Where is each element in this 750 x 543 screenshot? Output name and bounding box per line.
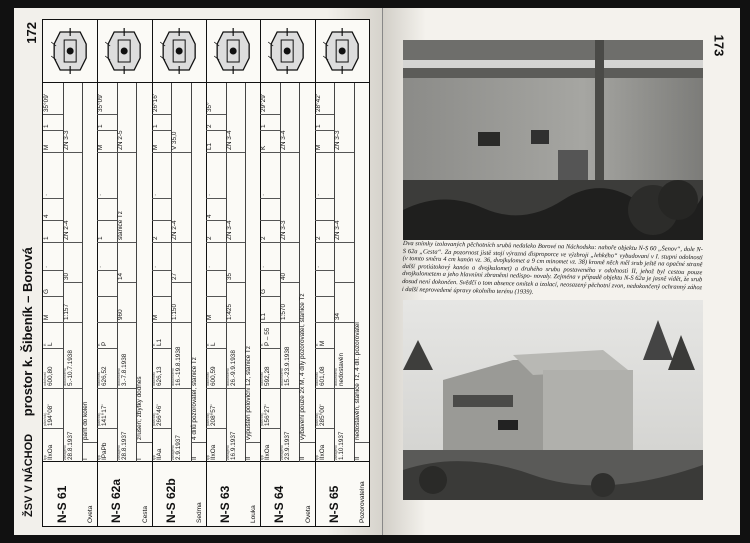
data-row-2 bbox=[226, 82, 247, 462]
resistance-class: I bbox=[136, 458, 144, 460]
extra-value: M bbox=[43, 144, 50, 150]
small-value: 1 bbox=[314, 124, 322, 128]
count-2: 4 bbox=[43, 214, 50, 218]
bunker-code: N-S 63 bbox=[218, 485, 232, 523]
bunker-block bbox=[315, 20, 369, 526]
label: zahájeno bbox=[62, 445, 67, 460]
label: typ bbox=[151, 455, 156, 460]
zn-value: ZN 2-4 bbox=[62, 220, 70, 240]
label: zahájeno bbox=[171, 445, 176, 460]
data-row-3 bbox=[299, 82, 314, 462]
class-value: L1 bbox=[155, 338, 163, 346]
bunker-data bbox=[97, 82, 151, 462]
bunker-block bbox=[43, 20, 98, 526]
type-value: IPaPb bbox=[101, 442, 109, 460]
zn-value-2: ZN 3-4 bbox=[225, 130, 233, 150]
label: dokončeno bbox=[225, 368, 230, 386]
marker: · bbox=[206, 265, 213, 268]
bunker-name-cell bbox=[315, 461, 369, 526]
azimuth-value: 141°17' bbox=[101, 404, 109, 426]
bunker-plan-icon bbox=[49, 26, 91, 76]
zn-value: ZN 3-3 bbox=[279, 220, 287, 240]
bunker-data bbox=[43, 82, 97, 462]
data-row-3 bbox=[354, 82, 369, 462]
zn-value-2: V 35,0 bbox=[171, 131, 179, 150]
crew-value: 27 bbox=[171, 272, 179, 280]
crew-value: 35 bbox=[225, 272, 233, 280]
note: vybavení pouze 2x M, 4 díly pozorovatel, stanice Tz bbox=[299, 293, 307, 440]
marker: · bbox=[260, 265, 268, 268]
start-date: 1.10.1937 bbox=[338, 431, 346, 460]
resistance-class: II bbox=[353, 456, 361, 460]
note: vypuštěn poloviční L2, stanice Tz bbox=[245, 345, 253, 440]
marker-2: · bbox=[260, 193, 268, 196]
angle-value: 35°09' bbox=[43, 94, 50, 112]
bunker-name-cell bbox=[152, 461, 206, 526]
label: plán/obj. bbox=[97, 412, 102, 426]
marker-2: · bbox=[151, 193, 159, 196]
start-date: 2.9.1937 bbox=[175, 435, 183, 460]
bunker-plan-cell bbox=[315, 20, 369, 83]
label: tř. bbox=[97, 342, 102, 346]
bunker-name-cell bbox=[97, 461, 151, 526]
resistance-class: I bbox=[82, 458, 90, 460]
class-value: M bbox=[318, 340, 326, 346]
label: zahájeno bbox=[225, 445, 230, 460]
start-date: 23.9.1937 bbox=[283, 431, 291, 460]
count-1: 2 bbox=[206, 236, 213, 240]
end-date: 26.-9.9.1938 bbox=[229, 350, 237, 386]
altitude-value: 592,28 bbox=[264, 366, 272, 386]
small-value: 1 bbox=[260, 124, 268, 128]
label: tř. bbox=[260, 342, 265, 346]
altitude-value: 601,08 bbox=[318, 366, 326, 386]
region-title: ŽSV V NÁCHOD bbox=[23, 433, 35, 517]
label: plán/obj. bbox=[314, 412, 319, 426]
zn-value: ZN 2-4 bbox=[171, 220, 179, 240]
angle-value: 35°09' bbox=[97, 94, 105, 112]
angle-value: 35° bbox=[206, 102, 213, 112]
type-value: IIxOa bbox=[210, 444, 217, 460]
marker: · bbox=[43, 265, 50, 268]
bunker-data bbox=[315, 82, 369, 462]
open-book bbox=[14, 8, 740, 535]
photo-bunker-top bbox=[403, 40, 703, 240]
label: dokončeno bbox=[116, 368, 121, 386]
angle-value: 28°42' bbox=[314, 94, 322, 112]
weapon-value: L1 bbox=[260, 312, 268, 320]
marker-2: · bbox=[314, 193, 322, 196]
bunker-plan-cell bbox=[97, 20, 151, 83]
resistance-class: II bbox=[190, 456, 198, 460]
data-row-3 bbox=[245, 82, 260, 462]
small-value: 1 bbox=[97, 124, 105, 128]
data-row-1 bbox=[206, 82, 227, 462]
marker-2: · bbox=[206, 193, 213, 196]
zn-value-2: ZN 2-5 bbox=[116, 130, 124, 150]
count-1: 2 bbox=[314, 236, 322, 240]
angle-value: 26°16' bbox=[151, 94, 159, 112]
start-date: 28.8.1937 bbox=[66, 431, 74, 460]
label: typ bbox=[314, 455, 319, 460]
data-row-1 bbox=[260, 82, 281, 462]
label: dokončeno bbox=[279, 368, 284, 386]
bunker-name-cell bbox=[206, 461, 260, 526]
bunker-code: N-S 62a bbox=[109, 478, 124, 523]
azimuth-value: 208°57' bbox=[210, 404, 217, 426]
end-date: 3.-7.8.1938 bbox=[120, 353, 128, 386]
zn-value: ZN 3-4 bbox=[334, 220, 342, 240]
data-row-3 bbox=[82, 82, 97, 462]
bunker-building-name: Oveta bbox=[304, 505, 312, 523]
bunker-data bbox=[260, 82, 314, 462]
zn-value: stanice Tz bbox=[116, 210, 124, 240]
data-row-1 bbox=[97, 82, 118, 462]
weapon-value: M bbox=[206, 314, 213, 320]
crew-value: 30 bbox=[62, 272, 70, 280]
data-row-1 bbox=[43, 82, 64, 462]
marker-2: · bbox=[97, 193, 105, 196]
bunker-code: N-S 61 bbox=[55, 485, 69, 523]
resistance-class: II bbox=[299, 456, 307, 460]
label: odolnost bbox=[206, 372, 210, 386]
marker: · bbox=[151, 265, 159, 268]
zn-value-2: ZN 3-3 bbox=[334, 130, 342, 150]
extra-value: M bbox=[314, 144, 322, 150]
extra-value: L1 bbox=[206, 142, 213, 150]
label: typ bbox=[206, 455, 210, 460]
label: plán/obj. bbox=[260, 412, 265, 426]
volume-value: 960 bbox=[116, 309, 124, 320]
label: zahájeno bbox=[334, 445, 339, 460]
bunker-code: N-S 62b bbox=[163, 478, 178, 523]
bunker-building-name: Sedma bbox=[195, 502, 203, 523]
volume-value: 1:570 bbox=[279, 304, 287, 320]
page-header bbox=[20, 247, 35, 517]
page-number: 172 bbox=[24, 22, 39, 44]
label: typ bbox=[97, 455, 102, 460]
marker: · bbox=[314, 265, 322, 268]
bunker-building-name: Pozorovatelna bbox=[358, 481, 366, 523]
place-title: prostor k. Šibeník – Borová bbox=[20, 247, 35, 417]
right-page bbox=[383, 8, 740, 535]
label: odolnost bbox=[260, 372, 265, 386]
bunker-data bbox=[152, 82, 206, 462]
azimuth-value: 285°00' bbox=[318, 404, 326, 426]
label: dokončeno bbox=[334, 368, 339, 386]
type-value: IIxOa bbox=[264, 444, 272, 460]
bunker-plan-cell bbox=[260, 20, 314, 83]
label: tř. bbox=[43, 342, 47, 346]
left-page bbox=[14, 8, 383, 535]
volume-value: 1:157 bbox=[62, 304, 70, 320]
data-row-2 bbox=[334, 82, 355, 462]
note: 4 dílů pozorovatel, stanice Tz bbox=[190, 356, 198, 440]
count-1: 2 bbox=[260, 236, 268, 240]
note: parit do kolen bbox=[82, 401, 90, 440]
label: tř. bbox=[206, 342, 210, 346]
weapon-value: M bbox=[43, 314, 50, 320]
label: typ bbox=[43, 455, 47, 460]
label: dokončeno bbox=[171, 368, 176, 386]
end-date: 15.-23.9.1938 bbox=[283, 346, 291, 386]
bunker-building-name: Oveta bbox=[87, 505, 95, 523]
class-value: P bbox=[101, 341, 109, 346]
bunker-name-cell bbox=[43, 461, 97, 526]
page-number-right: 173 bbox=[711, 34, 727, 57]
label: tř. bbox=[314, 342, 319, 346]
small-value: 1 bbox=[151, 124, 159, 128]
data-row-2 bbox=[117, 82, 138, 462]
bunker-block bbox=[152, 20, 207, 526]
photo-caption: Dva snímky izolovaných pěchotních srubů nedaleko Borové na Náchodsku: nahoře objektu N-S 60 „Šenov“, dole N-S 62a „Cesta“. Za pozornost jistě stojí výrazná disproporce ve výzbroji „lehkého“ vybudovaní v I. stupni odolnosti (v tomto směru 4 cm kanón vz. 36, dvojkulomet a 9 cm minomet vz. 38) kromě něch měl srub ještě na opačné straně další protiútokový kanón a dvojkulomet) a druhého srubu postaveného v odolnosti II, jehož byl cestou pouze dvojkulometem a jeho hlavními zbraněmi nedispo- novaly. Zejména v případě objektu N-S 62a je jasně vidět, že srub dosud není dokončen. Svědčí o tom absence omítek a izolací, neosazený pěchotní zvon, nedokončený ochranný zához i další neprovedené úpravy okolního terénu (1939). bbox=[401, 240, 703, 296]
type-value: IIxOa bbox=[318, 444, 326, 460]
altitude-value: 626,52 bbox=[101, 366, 109, 386]
count-2: 4 bbox=[206, 214, 213, 218]
bunker-table bbox=[42, 19, 370, 527]
bunker-block bbox=[206, 20, 261, 526]
bunker-building-name: Cesta bbox=[141, 506, 149, 523]
bunker-plan-icon bbox=[266, 26, 308, 76]
marker-2: · bbox=[43, 193, 50, 196]
bunker-plan-icon bbox=[103, 26, 145, 76]
altitude-value: 600,59 bbox=[210, 366, 217, 386]
label: plán/obj. bbox=[43, 412, 47, 426]
crew-value: 14 bbox=[116, 272, 124, 280]
count-1: 1 bbox=[43, 236, 50, 240]
label: zahájeno bbox=[116, 445, 121, 460]
class-value: P – 55 bbox=[264, 327, 272, 346]
data-row-3 bbox=[191, 82, 206, 462]
end-date: 5.-10.7.1938 bbox=[66, 350, 74, 386]
label: typ bbox=[260, 455, 265, 460]
azimuth-value: 156°27' bbox=[264, 404, 272, 426]
data-row-3 bbox=[136, 82, 151, 462]
angle-value: 29°29' bbox=[260, 94, 268, 112]
label: plán/obj. bbox=[151, 412, 156, 426]
end-date: 16.-19.8.1938 bbox=[175, 346, 183, 386]
bunker-plan-cell bbox=[43, 20, 97, 83]
bunker-block bbox=[97, 20, 152, 526]
altitude-value: 600,80 bbox=[47, 366, 54, 386]
label: plán/obj. bbox=[206, 412, 210, 426]
bunker-block bbox=[260, 20, 315, 526]
type-value: IIxOa bbox=[47, 444, 54, 460]
small-value: 2 bbox=[206, 124, 213, 128]
weapon-value: M bbox=[151, 314, 159, 320]
note: nedostavěn, stanice Tz, 4 díl. pozorovatel bbox=[353, 322, 361, 440]
class-value: L bbox=[47, 342, 54, 346]
extra-value: K bbox=[260, 145, 268, 150]
class-value: L bbox=[210, 342, 217, 346]
label: odolnost bbox=[151, 372, 156, 386]
label: odolnost bbox=[97, 372, 102, 386]
small-value: 1 bbox=[43, 124, 50, 128]
label: tř. bbox=[151, 342, 156, 346]
label: dokončeno bbox=[62, 368, 67, 386]
label: odolnost bbox=[314, 372, 319, 386]
label: zahájeno bbox=[279, 445, 284, 460]
zn-value: ZN 3-4 bbox=[225, 220, 233, 240]
label: odolnost bbox=[43, 372, 47, 386]
bunker-photo-bottom bbox=[403, 300, 703, 500]
weapon-value-2: G bbox=[43, 289, 50, 294]
volume-value: 1:150 bbox=[171, 304, 179, 320]
end-date: nedostavěn bbox=[338, 352, 346, 386]
azimuth-value: 194°08' bbox=[47, 404, 54, 426]
bunker-plan-icon bbox=[321, 26, 363, 76]
bunker-data bbox=[206, 82, 260, 462]
extra-value: M bbox=[151, 144, 159, 150]
bunker-plan-cell bbox=[206, 20, 260, 83]
count-1: 2 bbox=[151, 236, 159, 240]
bunker-plan-cell bbox=[152, 20, 206, 83]
extra-value: M bbox=[97, 144, 105, 150]
bunker-building-name: Louka bbox=[250, 505, 258, 523]
volume-value: 34 bbox=[334, 312, 342, 320]
rotated-table-page bbox=[14, 8, 382, 535]
azimuth-value: 266°46' bbox=[155, 404, 163, 426]
bunker-photo-top bbox=[403, 40, 703, 240]
marker: · bbox=[97, 265, 105, 268]
start-date: 16.9.1937 bbox=[229, 431, 237, 460]
bunker-plan-icon bbox=[212, 26, 254, 76]
weapon-value-2: G bbox=[260, 289, 268, 294]
altitude-value: 626,13 bbox=[155, 366, 163, 386]
start-date: 28.8.1937 bbox=[120, 431, 128, 460]
crew-value: 40 bbox=[279, 272, 287, 280]
type-value: IIAa bbox=[155, 448, 163, 460]
zn-value-2: ZN 3-3 bbox=[62, 130, 70, 150]
count-1: 1 bbox=[97, 236, 105, 240]
bunker-code: N-S 65 bbox=[326, 485, 341, 523]
resistance-class: II bbox=[245, 456, 253, 460]
data-row-2 bbox=[280, 82, 301, 462]
bunker-name-cell bbox=[260, 461, 314, 526]
data-row-2 bbox=[63, 82, 84, 462]
bunker-plan-icon bbox=[158, 26, 200, 76]
photo-bunker-bottom bbox=[403, 300, 703, 500]
volume-value: 1:425 bbox=[225, 304, 233, 320]
data-row-2 bbox=[171, 82, 192, 462]
bunker-code: N-S 64 bbox=[272, 485, 287, 523]
note: zrušen; zbytky dodnes bbox=[136, 376, 144, 440]
zn-value-2: ZN 3-4 bbox=[279, 130, 287, 150]
